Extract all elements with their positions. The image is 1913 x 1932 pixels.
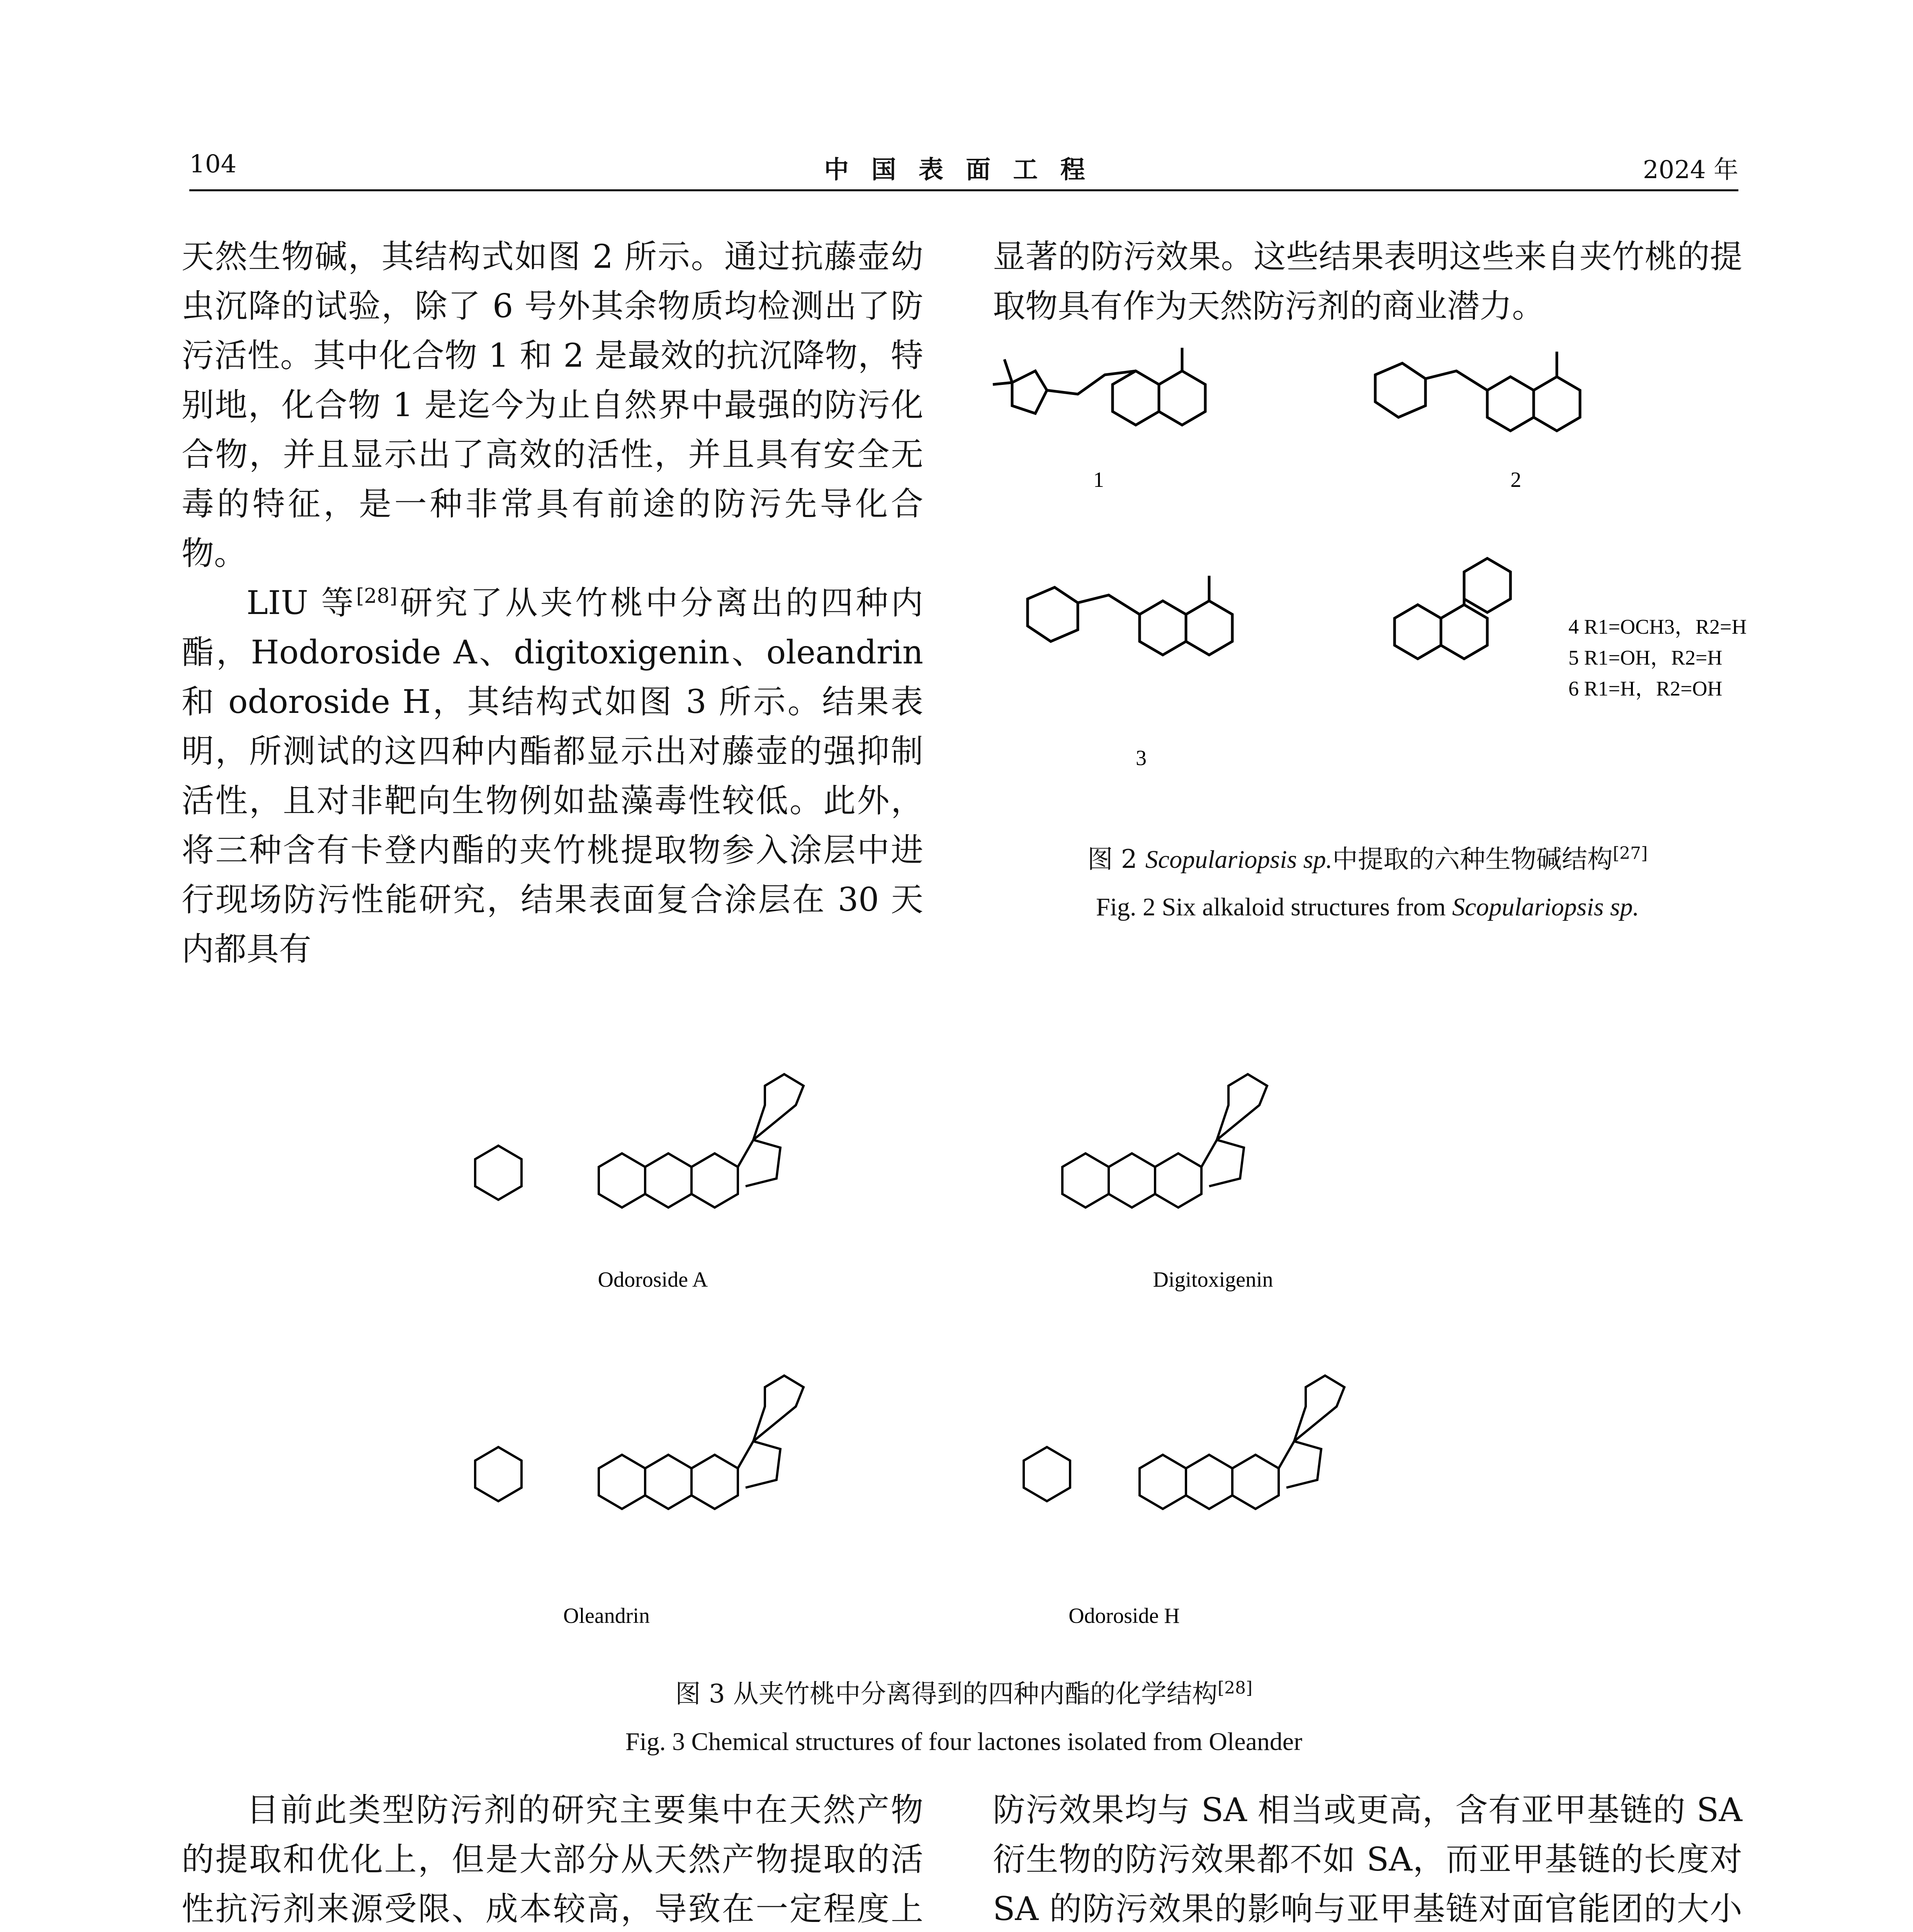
compound-label: 3 (1136, 746, 1147, 770)
compound-1 (993, 348, 1205, 425)
r-group-definition: 6 R1=H，R2=OH (1568, 677, 1723, 700)
citation: [28] (356, 585, 398, 608)
paragraph: 防污效果均与 SA 相当或更高，含有亚甲基链的 SA 衍生物的防污效果都不如 SA，而亚甲基链的长度对 SA 的防污效果的影响与亚甲基链对面官能团的大小 (993, 1791, 1742, 1928)
header-rule (189, 189, 1738, 191)
figure-3-structures (444, 958, 1487, 1646)
paragraph: 显著的防污效果。这些结果表明这些来自夹竹桃的提取物具有作为天然防污剂的商业潜力。 (993, 238, 1742, 325)
figure-2-caption-en (993, 893, 1742, 922)
figure-3-caption-zh (189, 1673, 1738, 1710)
r-group-definition: 4 R1=OCH3，R2=H (1568, 615, 1747, 638)
compound-4-6-core (1395, 558, 1510, 659)
compound-3 (1028, 576, 1232, 655)
right-column-bottom (993, 1785, 1742, 1932)
page-number: 104 (189, 150, 237, 179)
compound-label: 1 (1093, 468, 1104, 492)
journal-title: 中 国 表 面 工 程 (824, 155, 1092, 184)
text: LIU 等 (246, 584, 356, 622)
odoroside-h-structure (1024, 1376, 1344, 1509)
text: 图 3 从夹竹桃中分离得到的四种内酯的化学结构 (675, 1679, 1218, 1709)
citation: [27] (1612, 844, 1648, 863)
paragraph: 天然生物碱，其结构式如图 2 所示。通过抗藤壶幼虫沉降的试验，除了 6 号外其余物质均检测出了防污活性。其中化合物 1 和 2 是最效的抗沉降物，特别地，化合物 1 是迄今为止自然界中最强的防污化合物，并且显示出了高效的活性，并且具有安全无毒的特征，是一种非常具有前途的防污先导化合物。 (182, 238, 923, 572)
r-group-definition: 5 R1=OH，R2=H (1568, 646, 1723, 669)
text: Scopulariopsis sp. (1452, 893, 1639, 921)
compound-label: 2 (1510, 468, 1521, 492)
compound-name: Odoroside A (598, 1268, 708, 1292)
digitoxigenin-structure (1062, 1074, 1267, 1208)
compound-name: Oleandrin (563, 1604, 650, 1628)
compound-2 (1375, 352, 1580, 431)
oleandrin-structure (475, 1376, 804, 1509)
text: Fig. 2 Six alkaloid structures from (1096, 893, 1453, 921)
paragraph (182, 578, 923, 974)
publication-year: 2024 年 (1643, 156, 1738, 184)
text: 中提取的六种生物碱结构 (1332, 844, 1613, 874)
paragraph: 目前此类型防污剂的研究主要集中在天然产物的提取和优化上，但是大部分从天然产物提取的活性抗污剂来源受限、成本较高，导致在一定程度上 (182, 1791, 923, 1928)
compound-name: Odoroside H (1069, 1604, 1180, 1628)
figure-3-caption-en: Fig. 3 Chemical structures of four lactones isolated from Oleander (625, 1728, 1303, 1756)
citation: [28] (1217, 1678, 1253, 1698)
text: Scopulariopsis sp. (1145, 845, 1332, 874)
right-column-top (993, 232, 1742, 331)
figure-2-structures (989, 348, 1747, 804)
compound-name: Digitoxigenin (1153, 1268, 1273, 1292)
left-column-top (182, 232, 923, 974)
text: 图 2 (1087, 844, 1145, 874)
odoroside-a-structure (475, 1074, 804, 1208)
left-column-bottom (182, 1785, 923, 1932)
text: 研究了从夹竹桃中分离出的四种内酯，Hodoroside A、digitoxigenin、oleandrin 和 odoroside H，其结构式如图 3 所示。结果表明，所测试的这四种内酯都显示出对藤壶的强抑制活性，且对非靶向生物例如盐藻毒性较低。此外，将三种含有卡登内酯的夹竹桃提取物参入涂层中进行现场防污性能研究，结果表面复合涂层在 30 天内都具有 (182, 584, 923, 968)
figure-2-caption-zh (993, 838, 1742, 875)
